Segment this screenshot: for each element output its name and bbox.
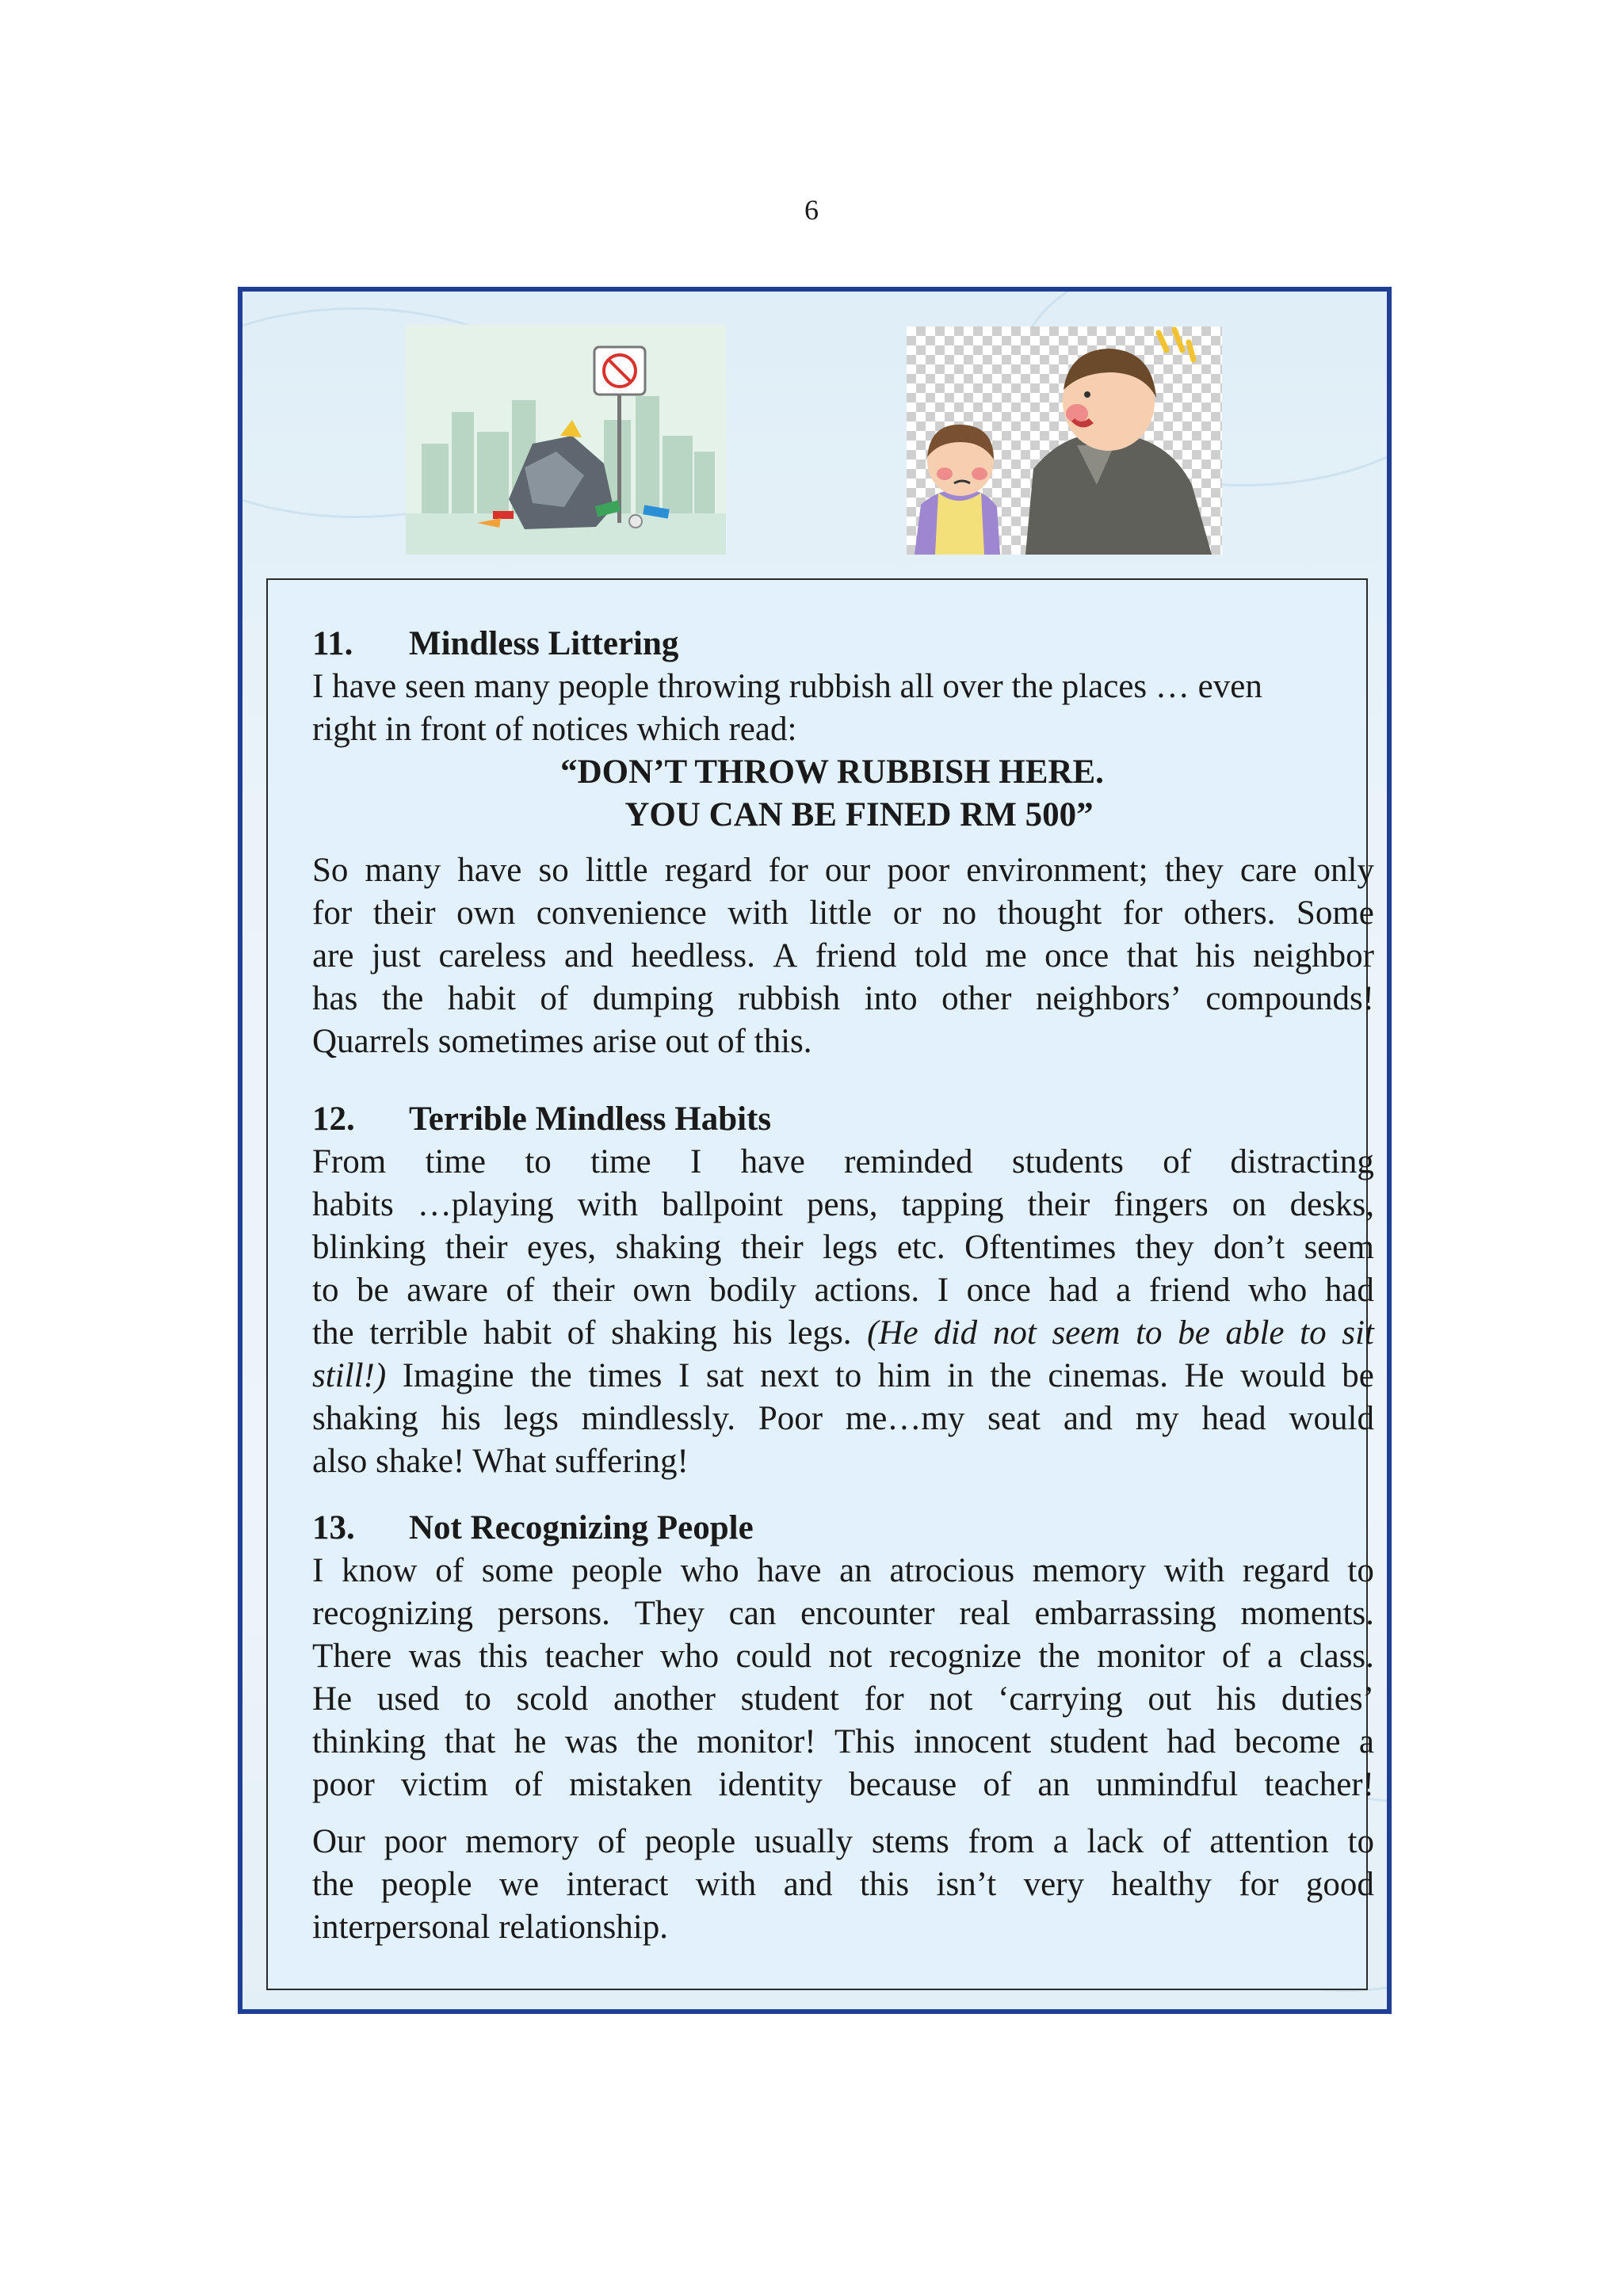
word: shaking xyxy=(611,1314,717,1352)
word: students xyxy=(1011,1143,1124,1180)
word: who xyxy=(660,1638,720,1675)
word: an xyxy=(839,1552,872,1589)
word: him xyxy=(877,1357,931,1394)
word: atrocious xyxy=(889,1552,1015,1589)
word: another xyxy=(613,1680,716,1718)
justified-line xyxy=(312,1635,1374,1678)
word: and xyxy=(783,1866,833,1903)
word: from xyxy=(968,1823,1035,1860)
word: distracting xyxy=(1230,1143,1374,1180)
word: innocent xyxy=(913,1723,1032,1760)
word: had xyxy=(1048,1272,1098,1309)
word: friend xyxy=(815,937,897,974)
word: become xyxy=(1234,1723,1341,1760)
word: for xyxy=(768,852,808,889)
word: once xyxy=(966,1272,1031,1309)
word: don’t xyxy=(1213,1229,1285,1266)
word: mindlessly. xyxy=(581,1400,735,1437)
word: compounds! xyxy=(1205,980,1374,1017)
word: Poor xyxy=(758,1400,823,1437)
word: victim xyxy=(401,1766,488,1803)
word: attention xyxy=(1209,1823,1329,1860)
word: their xyxy=(1027,1186,1090,1223)
word: teacher! xyxy=(1264,1766,1374,1803)
word: very xyxy=(1023,1866,1084,1903)
word: a xyxy=(1267,1638,1283,1675)
littering-illustration xyxy=(406,325,726,555)
word: this xyxy=(860,1866,910,1903)
word: time xyxy=(425,1143,486,1180)
notice-line: “DON’T THROW RUBBISH HERE. xyxy=(560,753,1104,791)
word: of xyxy=(506,1272,535,1309)
word: eyes, xyxy=(527,1229,597,1266)
word: with xyxy=(577,1186,639,1223)
word: Our xyxy=(312,1823,365,1860)
word: class. xyxy=(1299,1638,1374,1675)
word: sat xyxy=(705,1357,744,1394)
word: would xyxy=(1240,1357,1326,1394)
word: did xyxy=(934,1314,978,1352)
word: He xyxy=(312,1680,353,1718)
word: Some xyxy=(1296,894,1374,932)
word: that xyxy=(1126,937,1178,974)
scolding-illustration xyxy=(907,326,1222,555)
word: their xyxy=(740,1229,804,1266)
word: the xyxy=(312,1866,354,1903)
word: memory xyxy=(465,1823,579,1860)
word: know xyxy=(342,1552,418,1589)
word: people xyxy=(644,1823,736,1860)
word: for xyxy=(1122,894,1163,932)
word: not xyxy=(929,1680,973,1718)
word: rubbish xyxy=(738,980,841,1017)
word: shaking xyxy=(312,1400,418,1437)
page-number: 6 xyxy=(804,194,819,226)
word: fingers xyxy=(1113,1186,1209,1223)
paragraph xyxy=(312,1550,1374,1806)
word: me…my xyxy=(845,1400,965,1437)
word: be xyxy=(1178,1314,1210,1352)
word: this xyxy=(478,1638,529,1675)
word: who xyxy=(1248,1272,1308,1309)
word: encounter xyxy=(800,1595,935,1632)
section-heading xyxy=(312,623,678,666)
content-frame xyxy=(238,287,1392,2014)
word: reminded xyxy=(844,1143,973,1180)
word: habit xyxy=(447,980,516,1017)
word: head xyxy=(1201,1400,1266,1437)
text-line: Quarrels sometimes arise out of this. xyxy=(312,1023,812,1060)
word: their xyxy=(552,1272,615,1309)
word: They xyxy=(634,1595,705,1632)
word: thought xyxy=(997,894,1102,932)
word: pens, xyxy=(806,1186,878,1223)
word: moments. xyxy=(1240,1595,1374,1632)
word: He xyxy=(1184,1357,1224,1394)
paragraph xyxy=(312,1821,1374,1949)
word: little xyxy=(585,852,648,889)
word: unmindful xyxy=(1096,1766,1239,1803)
word: with xyxy=(1163,1552,1225,1589)
section-heading xyxy=(312,1507,754,1550)
word: on xyxy=(1232,1186,1266,1223)
word: some xyxy=(481,1552,554,1589)
word: own xyxy=(632,1272,692,1309)
word: was xyxy=(564,1723,618,1760)
word: lack xyxy=(1086,1823,1144,1860)
word: careless xyxy=(438,937,547,974)
word: Imagine xyxy=(402,1357,514,1394)
paragraph xyxy=(312,849,1374,1063)
word: had xyxy=(1167,1723,1216,1760)
text-box xyxy=(266,578,1374,1990)
word: the xyxy=(990,1357,1032,1394)
word: he xyxy=(514,1723,547,1760)
word: seat xyxy=(987,1400,1041,1437)
word: teacher xyxy=(544,1638,643,1675)
section-intro xyxy=(312,666,1374,751)
word: scold xyxy=(516,1680,589,1718)
word: aware xyxy=(407,1272,488,1309)
word: our xyxy=(824,852,871,889)
word: persons. xyxy=(497,1595,610,1632)
word: healthy xyxy=(1111,1866,1212,1903)
word: (He xyxy=(867,1314,918,1352)
word: …playing xyxy=(417,1186,554,1223)
word: that xyxy=(444,1723,496,1760)
word: told xyxy=(914,937,968,974)
justified-line xyxy=(312,1269,1374,1312)
word: etc. xyxy=(896,1229,945,1266)
word: legs xyxy=(823,1229,878,1266)
justified-line xyxy=(312,1398,1374,1440)
word: of xyxy=(567,1314,596,1352)
text-line: I have seen many people throwing rubbish all over the places … even xyxy=(312,668,1262,705)
word: student xyxy=(740,1680,839,1718)
word: of xyxy=(983,1766,1012,1803)
section-title: Mindless Littering xyxy=(409,625,679,662)
word: to xyxy=(1300,1314,1327,1352)
word: me xyxy=(985,937,1027,974)
justified-line xyxy=(312,849,1374,892)
word: dumping xyxy=(592,980,714,1017)
justified-line xyxy=(312,1226,1374,1269)
text-line: also shake! What suffering! xyxy=(312,1443,689,1480)
word: of xyxy=(514,1766,543,1803)
word: in xyxy=(947,1357,974,1394)
justified-line xyxy=(312,1592,1374,1635)
word: usually xyxy=(754,1823,854,1860)
word: to xyxy=(1136,1314,1163,1352)
word: desks, xyxy=(1289,1186,1374,1223)
word: out xyxy=(1148,1680,1192,1718)
word: still!) xyxy=(312,1357,387,1394)
word: to xyxy=(834,1357,862,1394)
word: are xyxy=(312,937,354,974)
word: the xyxy=(312,1314,354,1352)
justified-line xyxy=(312,892,1374,935)
word: or xyxy=(892,894,922,932)
word: So xyxy=(312,852,349,889)
text-line: interpersonal relationship. xyxy=(312,1909,668,1946)
word: have xyxy=(757,1552,822,1589)
word: next xyxy=(760,1357,819,1394)
word: for xyxy=(1239,1866,1279,1903)
justified-line xyxy=(312,978,1374,1020)
word: an xyxy=(1037,1766,1070,1803)
word: so xyxy=(538,852,569,889)
word: could xyxy=(735,1638,812,1675)
word: ‘carrying xyxy=(998,1680,1123,1718)
word: others. xyxy=(1183,894,1276,932)
word: habits xyxy=(312,1186,394,1223)
word: convenience xyxy=(536,894,707,932)
notice-text xyxy=(312,751,1374,837)
justified-line xyxy=(312,1184,1374,1226)
word: own xyxy=(456,894,516,932)
word: memory xyxy=(1032,1552,1147,1589)
word: was xyxy=(408,1638,462,1675)
word: for xyxy=(864,1680,904,1718)
word: I xyxy=(689,1143,702,1180)
word: I xyxy=(312,1552,324,1589)
word: to xyxy=(1347,1552,1374,1589)
word: we xyxy=(498,1866,540,1903)
word: other xyxy=(941,980,1012,1017)
word: ballpoint xyxy=(662,1186,783,1223)
word: be xyxy=(1342,1357,1374,1394)
word: good xyxy=(1305,1866,1374,1903)
word: thinking xyxy=(312,1723,426,1760)
word: friend xyxy=(1148,1272,1231,1309)
word: seem xyxy=(1052,1314,1121,1352)
word: shaking xyxy=(615,1229,722,1266)
word: into xyxy=(864,980,918,1017)
word: blinking xyxy=(312,1229,426,1266)
section-number: 12. xyxy=(312,1100,355,1138)
word: for xyxy=(312,894,353,932)
word: identity xyxy=(718,1766,823,1803)
word: legs xyxy=(503,1400,559,1437)
word: Oftentimes xyxy=(964,1229,1117,1266)
word: to xyxy=(312,1272,339,1309)
word: not xyxy=(828,1638,873,1675)
word: would xyxy=(1289,1400,1374,1437)
word: have xyxy=(457,852,522,889)
word: people xyxy=(571,1552,663,1589)
word: his xyxy=(441,1400,481,1437)
word: be xyxy=(357,1272,389,1309)
word: interact xyxy=(566,1866,669,1903)
justified-line xyxy=(312,1550,1374,1592)
word: little xyxy=(809,894,873,932)
word: of xyxy=(1163,1143,1192,1180)
section-number: 13. xyxy=(312,1509,355,1547)
word: to xyxy=(525,1143,552,1180)
word: environment; xyxy=(966,852,1148,889)
justified-line xyxy=(312,935,1374,978)
word: people xyxy=(380,1866,472,1903)
section-number: 11. xyxy=(312,625,353,662)
word: not xyxy=(992,1314,1037,1352)
word: terrible xyxy=(369,1314,468,1352)
word: isn’t xyxy=(936,1866,997,1903)
word: monitor! xyxy=(697,1723,816,1760)
word: the xyxy=(530,1357,572,1394)
word: his xyxy=(1216,1680,1257,1718)
word: his xyxy=(1195,937,1235,974)
word: once xyxy=(1044,937,1109,974)
word: student xyxy=(1049,1723,1148,1760)
word: many xyxy=(365,852,441,889)
word: duties’ xyxy=(1281,1680,1374,1718)
word: monitor xyxy=(1097,1638,1205,1675)
paragraph xyxy=(312,1141,1374,1483)
word: with xyxy=(727,894,789,932)
word: the xyxy=(1038,1638,1080,1675)
word: only xyxy=(1313,852,1374,889)
word: time xyxy=(590,1143,651,1180)
justified-line xyxy=(312,1764,1374,1806)
word: the xyxy=(381,980,424,1017)
word: with xyxy=(695,1866,757,1903)
word: I xyxy=(678,1357,690,1394)
mixed-line xyxy=(312,1312,1374,1355)
word: who xyxy=(680,1552,739,1589)
word: to xyxy=(464,1680,491,1718)
word: neighbor xyxy=(1253,937,1374,974)
justified-line xyxy=(312,1863,1374,1906)
section-title: Not Recognizing People xyxy=(409,1509,754,1547)
word: actions. xyxy=(814,1272,920,1309)
word: able xyxy=(1225,1314,1285,1352)
word: had xyxy=(1324,1272,1374,1309)
section-heading xyxy=(312,1098,771,1141)
word: From xyxy=(312,1143,387,1180)
scolding-illustration-svg xyxy=(907,326,1222,555)
word: used xyxy=(376,1680,440,1718)
word: a xyxy=(1052,1823,1068,1860)
justified-line xyxy=(312,1721,1374,1764)
word: heedless. xyxy=(631,937,755,974)
word: poor xyxy=(887,852,950,889)
word: times xyxy=(588,1357,663,1394)
word: real xyxy=(959,1595,1010,1632)
littering-illustration-svg xyxy=(406,325,726,555)
word: his xyxy=(732,1314,773,1352)
word: regard xyxy=(664,852,752,889)
word: sit xyxy=(1342,1314,1374,1352)
justified-line xyxy=(312,1141,1374,1184)
word: recognizing xyxy=(312,1595,473,1632)
word: legs. xyxy=(788,1314,852,1352)
word: their xyxy=(372,894,436,932)
word: mistaken xyxy=(569,1766,693,1803)
word: the xyxy=(636,1723,678,1760)
word: and xyxy=(1063,1400,1113,1437)
word: they xyxy=(1135,1229,1194,1266)
justified-line xyxy=(312,1821,1374,1863)
word: stems xyxy=(871,1823,949,1860)
word: poor xyxy=(312,1766,375,1803)
word: tapping xyxy=(901,1186,1004,1223)
word: a xyxy=(1358,1723,1374,1760)
word: This xyxy=(834,1723,896,1760)
word: There xyxy=(312,1638,392,1675)
mixed-line xyxy=(312,1355,1374,1398)
word: I xyxy=(937,1272,949,1309)
word: of xyxy=(1162,1823,1191,1860)
word: no xyxy=(942,894,977,932)
word: recognize xyxy=(888,1638,1022,1675)
text-line: right in front of notices which read: xyxy=(312,711,797,748)
word: care xyxy=(1239,852,1297,889)
section-title: Terrible Mindless Habits xyxy=(409,1100,772,1138)
word: they xyxy=(1164,852,1224,889)
word: regard xyxy=(1242,1552,1330,1589)
word: and xyxy=(563,937,614,974)
word: just xyxy=(371,937,422,974)
justified-line xyxy=(312,1678,1374,1721)
word: habit xyxy=(483,1314,552,1352)
word: to xyxy=(1347,1823,1374,1860)
word: have xyxy=(740,1143,805,1180)
word: my xyxy=(1135,1400,1179,1437)
word: poor xyxy=(384,1823,447,1860)
word: because xyxy=(849,1766,957,1803)
word: has xyxy=(312,980,358,1017)
word: of xyxy=(540,980,569,1017)
word: neighbors’ xyxy=(1035,980,1182,1017)
word: bodily xyxy=(709,1272,796,1309)
word: can xyxy=(728,1595,777,1632)
word: A xyxy=(773,937,798,974)
word: cinemas. xyxy=(1048,1357,1168,1394)
word: of xyxy=(1221,1638,1251,1675)
word: embarrassing xyxy=(1034,1595,1216,1632)
notice-line: YOU CAN BE FINED RM 500” xyxy=(624,796,1094,833)
word: their xyxy=(445,1229,508,1266)
word: of xyxy=(435,1552,464,1589)
word: seem xyxy=(1304,1229,1374,1266)
word: a xyxy=(1116,1272,1132,1309)
word: of xyxy=(598,1823,626,1860)
